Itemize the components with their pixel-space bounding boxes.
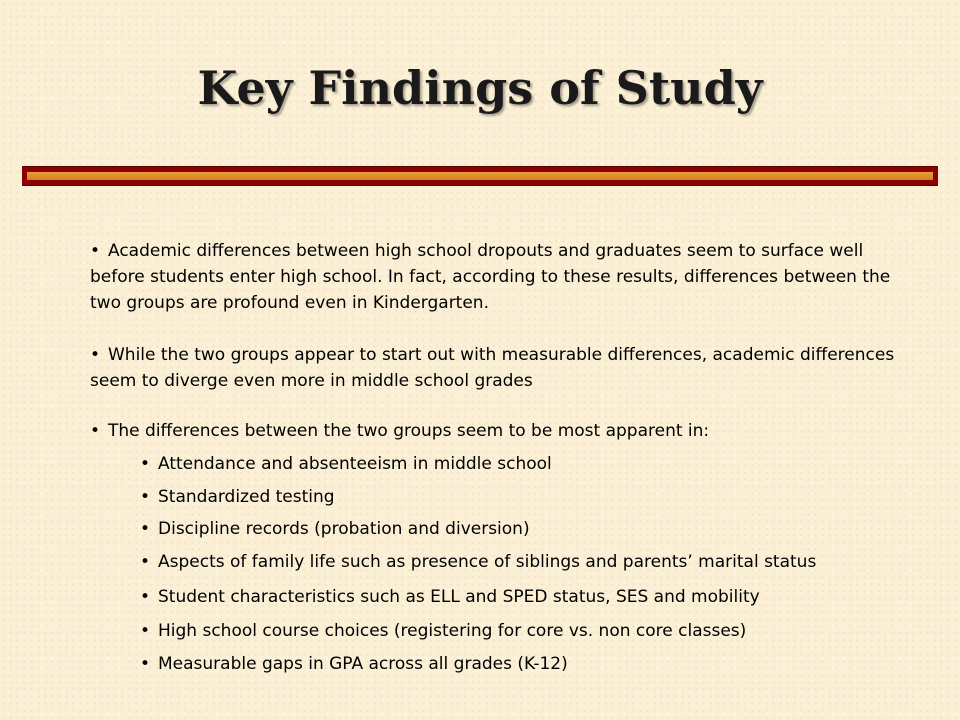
bullet-item xyxy=(90,418,920,444)
sub-bullet-item xyxy=(140,585,900,609)
sub-bullet-text: Measurable gaps in GPA across all grades (K-12) xyxy=(158,654,568,674)
sub-bullet-text: Student characteristics such as ELL and SPED status, SES and mobility xyxy=(158,587,760,607)
sub-bullet-dot-icon: • xyxy=(140,552,151,572)
sub-bullet-item xyxy=(140,517,900,541)
bullet-dot-icon: • xyxy=(90,421,101,441)
sub-bullet-text: Aspects of family life such as presence of siblings and parents’ marital status xyxy=(158,552,817,572)
sub-bullet-dot-icon: • xyxy=(140,487,151,507)
sub-bullet-text: Attendance and absenteeism in middle school xyxy=(158,454,552,474)
sub-bullet-text: Discipline records (probation and diversion) xyxy=(158,519,530,539)
sub-bullet-dot-icon: • xyxy=(140,654,151,674)
sub-bullet-text: High school course choices (registering for core vs. non core classes) xyxy=(158,621,747,641)
bullet-item xyxy=(90,342,920,394)
bullet-text: The differences between the two groups seem to be most apparent in: xyxy=(108,421,710,441)
bullet-text: Academic differences between high school dropouts and graduates seem to surface well before students enter high school. In fact, according to these results, differences between the two groups are profound even in Kindergarten. xyxy=(90,241,891,313)
slide-title: Key Findings of Study xyxy=(197,61,763,115)
title-divider-inner xyxy=(27,172,933,180)
sub-bullet-dot-icon: • xyxy=(140,519,151,539)
sub-bullet-dot-icon: • xyxy=(140,621,151,641)
sub-bullet-item xyxy=(140,550,900,574)
sub-bullet-dot-icon: • xyxy=(140,454,151,474)
bullet-text: While the two groups appear to start out with measurable differences, academic differences seem to diverge even more in middle school grades xyxy=(90,345,895,391)
bullet-dot-icon: • xyxy=(90,241,101,261)
bullet-item xyxy=(90,238,920,316)
sub-bullet-item xyxy=(140,452,900,476)
sub-bullet-item xyxy=(140,619,900,643)
sub-bullet-item xyxy=(140,652,900,676)
sub-bullet-item xyxy=(140,485,900,509)
sub-bullet-dot-icon: • xyxy=(140,587,151,607)
sub-bullet-text: Standardized testing xyxy=(158,487,335,507)
title-divider xyxy=(22,166,938,186)
bullet-dot-icon: • xyxy=(90,345,101,365)
